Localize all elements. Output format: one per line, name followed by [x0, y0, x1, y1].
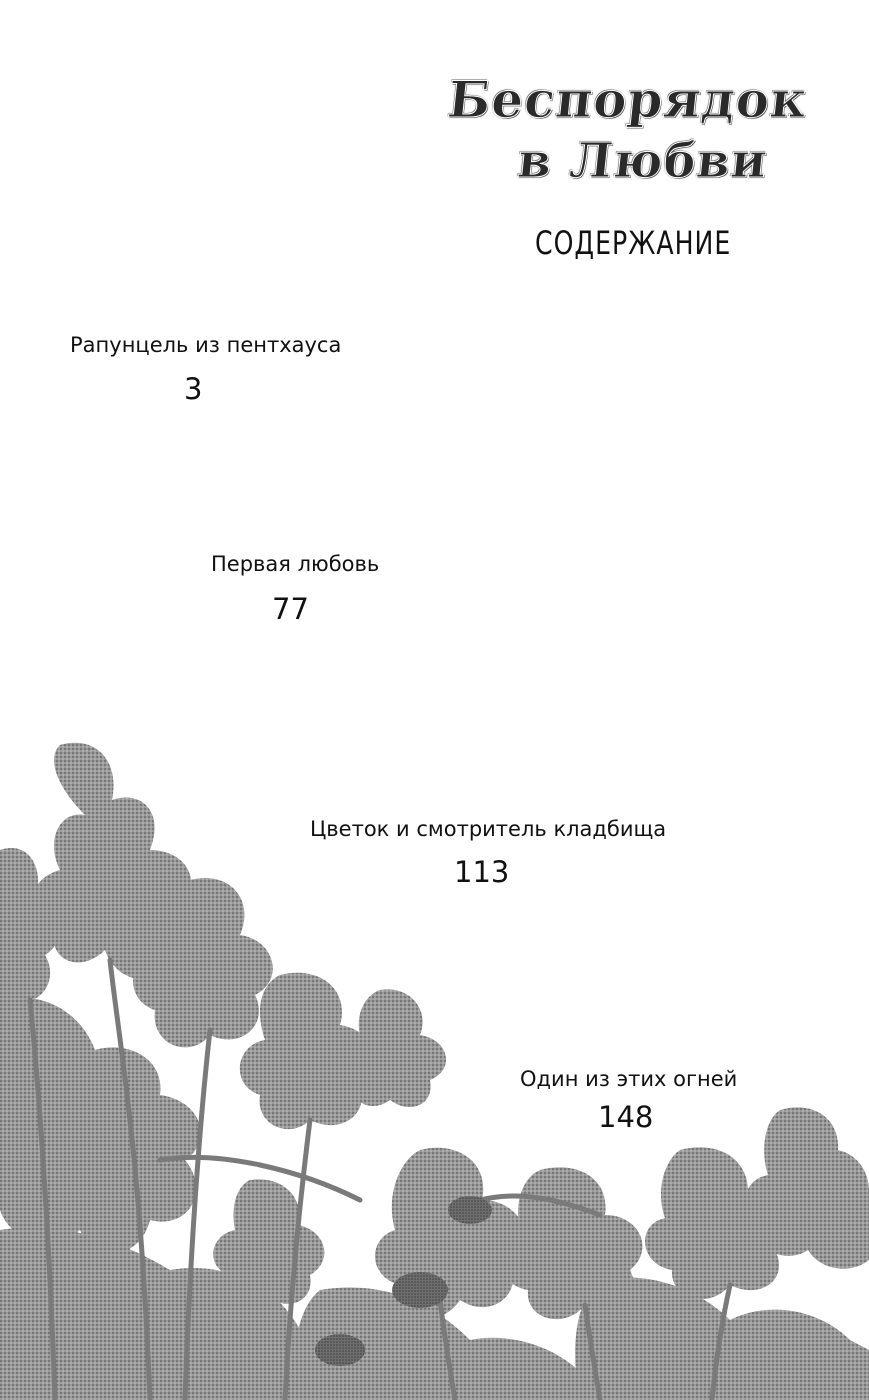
toc-entry-title: Рапунцель из пентхауса [70, 333, 342, 357]
book-title-line-1: Беспорядок [444, 70, 811, 129]
toc-entry-page: 113 [454, 855, 510, 889]
toc-entry-title: Цветок и смотритель кладбища [310, 817, 667, 841]
toc-entry-page: 148 [598, 1100, 654, 1134]
book-title-line-2: в Любви [515, 133, 771, 189]
toc-entry-page: 77 [272, 592, 309, 626]
toc-entry-page: 3 [184, 372, 203, 406]
toc-entry-title: Один из этих огней [520, 1067, 738, 1091]
contents-heading: СОДЕРЖАНИЕ [535, 224, 732, 262]
toc-entry-title: Первая любовь [211, 552, 380, 576]
